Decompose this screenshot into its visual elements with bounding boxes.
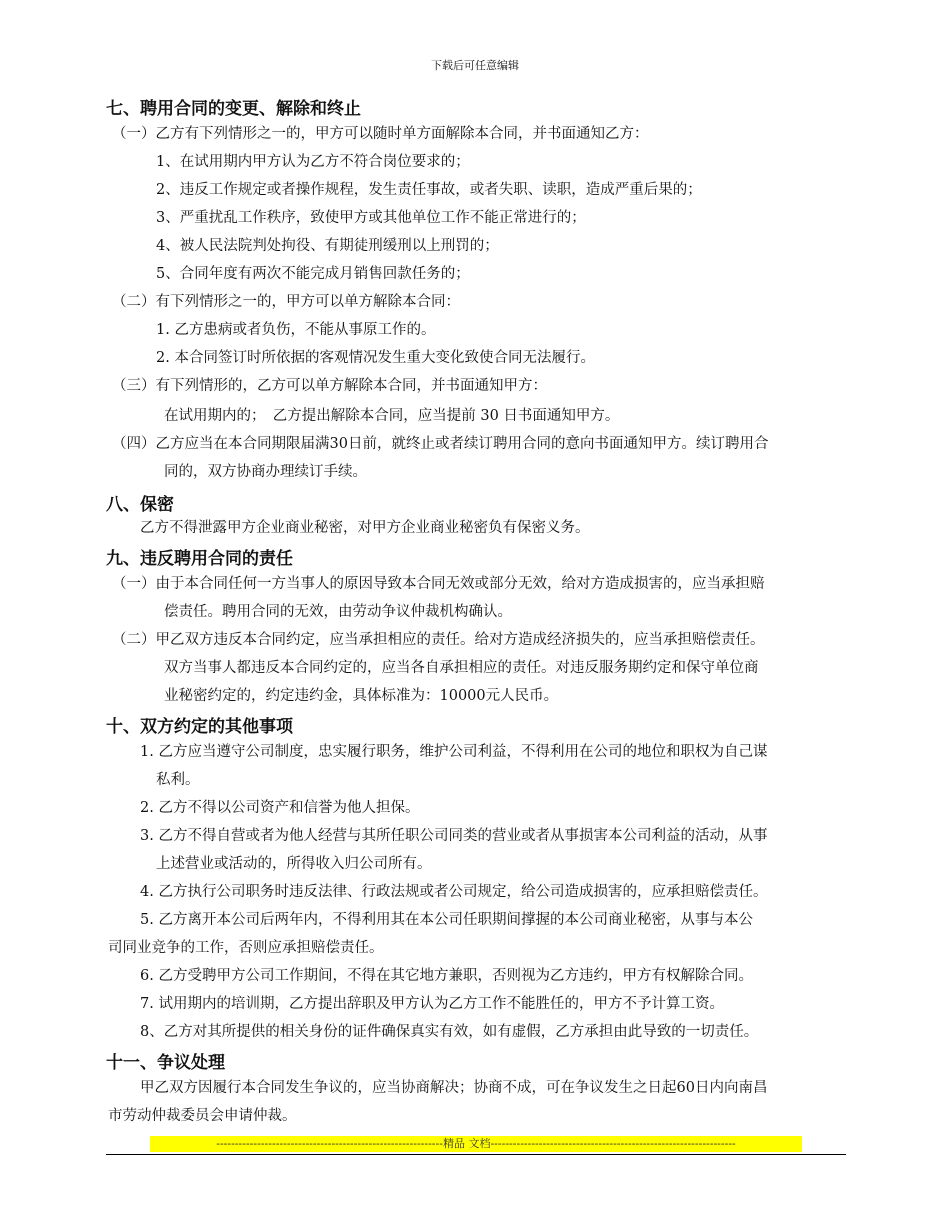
clause-line: 在试用期内的； 乙方提出解除本合同，应当提前 30 日书面通知甲方。 [164,408,620,424]
clause-line: 1. 乙方应当遵守公司制度，忠实履行职务，维护公司利益，不得利用在公司的地位和职权为自己谋 [140,744,768,760]
clause-line: 甲乙双方因履行本合同发生争议的，应当协商解决；协商不成，可在争议发生之日起60日内向南昌 [140,1080,768,1096]
clause-line: 6. 乙方受聘甲方公司工作期间，不得在其它地方兼职，否则视为乙方违约，甲方有权解除合同。 [140,968,753,984]
clause-line: 4. 乙方执行公司职务时违反法律、行政法规或者公司规定，给公司造成损害的，应承担赔偿责任。 [140,884,768,900]
clause-line: （二）有下列情形之一的，甲方可以单方解除本合同： [112,294,460,310]
clause-line: 司同业竞争的工作，否则应承担赔偿责任。 [108,940,384,956]
clause-line: 偿责任。聘用合同的无效，由劳动争议仲裁机构确认。 [164,604,512,620]
clause-line: 8、乙方对其所提供的相关身份的证件确保真实有效，如有虚假，乙方承担由此导致的一切责任。 [140,1024,759,1040]
clause-line: 2. 本合同签订时所依据的客观情况发生重大变化致使合同无法履行。 [156,350,595,366]
clause-line: （一）由于本合同任何一方当事人的原因导致本合同无效或部分无效，给对方造成损害的，应当承担赔 [112,576,765,592]
clause-line: 2. 乙方不得以公司资产和信誉为他人担保。 [140,800,420,816]
clause-line: 1. 乙方患病或者负伤，不能从事原工作的。 [156,322,436,338]
section-heading: 十一、争议处理 [106,1053,225,1073]
section-heading: 十、双方约定的其他事项 [106,717,293,737]
clause-line: （三）有下列情形的，乙方可以单方解除本合同，并书面通知甲方： [112,378,547,394]
clause-line: 私利。 [156,772,200,788]
footer-banner: -------------------------------------------------------------精品 文档------------------------------------------------------------------ [150,1136,802,1152]
clause-line: （四）乙方应当在本合同期限届满30日前，就终止或者续订聘用合同的意向书面通知甲方。续订聘用合 [112,436,769,452]
clause-line: 市劳动仲裁委员会申请仲裁。 [108,1108,297,1124]
clause-line: 3、严重扰乱工作秩序，致使甲方或其他单位工作不能正常进行的； [156,210,586,226]
clause-line: 2、违反工作规定或者操作规程，发生责任事故，或者失职、读职，造成严重后果的； [156,182,702,198]
clause-line: 1、在试用期内甲方认为乙方不符合岗位要求的； [156,154,470,170]
clause-line: 5、合同年度有两次不能完成月销售回款任务的； [156,266,470,282]
clause-line: （一）乙方有下列情形之一的，甲方可以随时单方面解除本合同，并书面通知乙方： [112,126,649,142]
clause-line: 7. 试用期内的培训期，乙方提出辞职及甲方认为乙方工作不能胜任的，甲方不予计算工资。 [140,996,724,1012]
section-heading: 九、违反聘用合同的责任 [106,549,293,569]
page-header: 下载后可任意编辑 [431,59,519,72]
clause-line: 3. 乙方不得自营或者为他人经营与其所任职公司同类的营业或者从事损害本公司利益的活动，从事 [140,828,768,844]
clause-line: 上述营业或活动的，所得收入归公司所有。 [156,856,432,872]
footer-divider [106,1154,846,1155]
clause-line: 5. 乙方离开本公司后两年内，不得利用其在本公司任职期间撑握的本公司商业秘密，从事与本公 [140,912,753,928]
clause-line: （二）甲乙双方违反本合同约定，应当承担相应的责任。给对方造成经济损失的，应当承担赔偿责任。 [112,632,765,648]
section-heading: 七、聘用合同的变更、解除和终止 [106,99,361,119]
clause-line: 双方当事人都违反本合同约定的，应当各自承担相应的责任。对违反服务期约定和保守单位商 [164,660,759,676]
clause-line: 业秘密约定的，约定违约金，具体标准为：10000元人民币。 [164,688,559,704]
clause-line: 乙方不得泄露甲方企业商业秘密，对甲方企业商业秘密负有保密义务。 [140,520,590,536]
clause-line: 4、被人民法院判处拘役、有期徒刑缓刑以上刑罚的； [156,238,499,254]
section-heading: 八、保密 [106,495,174,515]
clause-line: 同的，双方协商办理续订手续。 [164,464,367,480]
